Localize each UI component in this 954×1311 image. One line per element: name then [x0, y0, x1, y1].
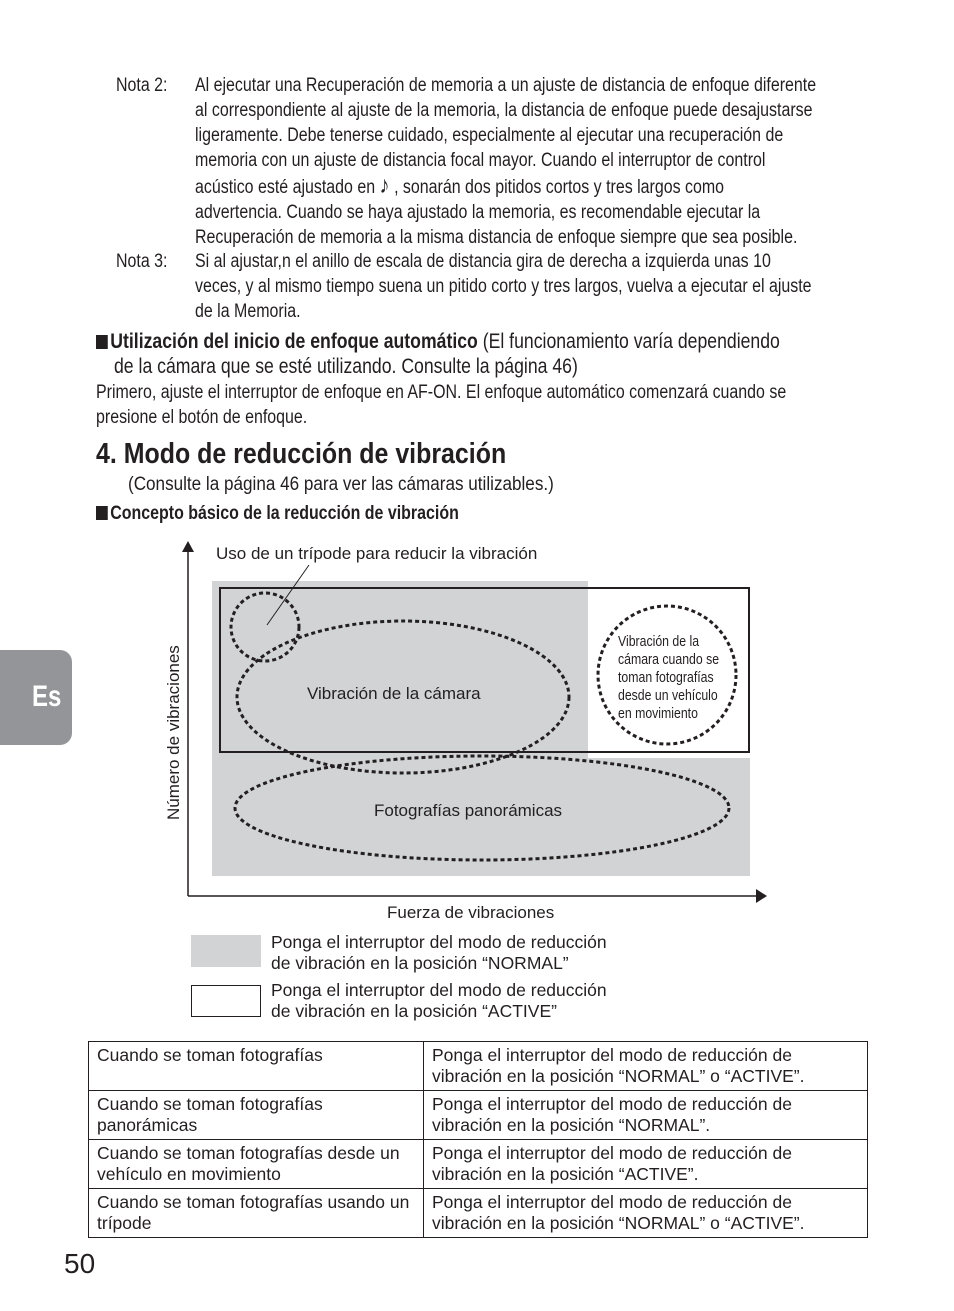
section-heading: 4. Modo de reducción de vibración [96, 438, 507, 470]
x-axis-label: Fuerza de vibraciones [387, 903, 555, 922]
note-2-line-part: acústico esté ajustado en [195, 177, 376, 198]
legend-active-text [271, 980, 607, 1022]
page-number: 50 [64, 1248, 96, 1279]
vehicle-label-line: cámara cuando se [618, 650, 720, 668]
setting-cell: Ponga el interruptor del modo de reducción de vibración en la posición “NORMAL”. [424, 1091, 868, 1140]
vehicle-label-line: toman fotografías [618, 668, 714, 686]
legend-swatch-normal [191, 935, 261, 967]
note-2-line: Recuperación de memoria a la misma distancia de enfoque siempre que sea posible. [195, 227, 798, 248]
legend-line: de vibración en la posición “NORMAL” [271, 953, 569, 973]
af-body-line: presione el botón de enfoque. [96, 407, 308, 428]
situation-cell: Cuando se toman fotografías [89, 1042, 424, 1091]
note-2-line: memoria con un ajuste de distancia focal mayor. Cuando el interruptor de control [195, 150, 766, 171]
table-row [89, 1189, 868, 1238]
vehicle-label [618, 633, 719, 721]
note-2-line-part: , sonarán dos pitidos cortos y tres largos como [394, 177, 725, 198]
note-3-label: Nota 3: [116, 251, 168, 272]
legend-line: Ponga el interruptor del modo de reducción [271, 932, 607, 952]
af-body-line: Primero, ajuste el interruptor de enfoque en AF-ON. El enfoque automático comenzará cuando se [96, 382, 787, 403]
note-2-label: Nota 2: [116, 75, 168, 96]
situation-cell: Cuando se toman fotografías usando un trípode [89, 1189, 424, 1238]
situation-cell: Cuando se toman fotografías desde un vehículo en movimiento [89, 1140, 424, 1189]
setting-cell: Ponga el interruptor del modo de reducción de vibración en la posición “ACTIVE”. [424, 1140, 868, 1189]
panning-label: Fotografías panorámicas [374, 801, 563, 820]
note-2-line: Al ejecutar una Recuperación de memoria a un ajuste de distancia de enfoque diferente [195, 75, 817, 96]
normal-region-top [212, 581, 588, 758]
language-tab-label: Es [32, 680, 62, 713]
af-title-bold: Utilización del inicio de enfoque automático [110, 330, 478, 353]
situation-cell: Cuando se toman fotografías panorámicas [89, 1091, 424, 1140]
note-3-line: veces, y al mismo tiempo suena un pitido corto y tres largos, vuelva a ejecutar el ajuste [195, 276, 812, 297]
note-2-line: ligeramente. Debe tenerse cuidado, especialmente al ejecutar una recuperación de [195, 125, 784, 146]
vehicle-label-line: Vibración de la [618, 632, 700, 650]
vehicle-label-line: desde un vehículo [618, 686, 718, 704]
tripod-label: Uso de un trípode para reducir la vibración [216, 544, 538, 563]
table-row [89, 1140, 868, 1189]
note-2-line: al correspondiente al ajuste de la memoria, la distancia de enfoque puede desajustarse [195, 100, 813, 121]
af-title-rest: (El funcionamiento varía dependiendo [477, 330, 780, 353]
settings-table [88, 1041, 868, 1238]
setting-cell: Ponga el interruptor del modo de reducción de vibración en la posición “NORMAL” o “ACTIVE”. [424, 1189, 868, 1238]
legend-swatch-active [191, 985, 261, 1017]
vehicle-label-line: en movimiento [618, 704, 698, 722]
y-axis-arrow-icon [182, 541, 194, 552]
table-row [89, 1042, 868, 1091]
music-note-icon: ♪ [379, 172, 390, 199]
legend-line: Ponga el interruptor del modo de reducción [271, 980, 607, 1000]
note-3-line: Si al ajustar,n el anillo de escala de distancia gira de derecha a izquierda unas 10 [195, 251, 771, 272]
af-section-title-line2: de la cámara que se esté utilizando. Consulte la página 46) [114, 355, 578, 378]
note-2-line: advertencia. Cuando se haya ajustado la memoria, es recomendable ejecutar la [195, 202, 761, 223]
legend-normal-text [271, 932, 607, 974]
section-subtitle: (Consulte la página 46 para ver las cámaras utilizables.) [128, 474, 554, 495]
setting-cell: Ponga el interruptor del modo de reducción de vibración en la posición “NORMAL” o “ACTIVE”. [424, 1042, 868, 1091]
x-axis-arrow-icon [756, 889, 767, 903]
y-axis-label: Número de vibraciones [164, 645, 183, 820]
camera-vibration-label: Vibración de la cámara [307, 684, 481, 703]
table-row [89, 1091, 868, 1140]
concept-title-text: Concepto básico de la reducción de vibración [110, 503, 459, 524]
legend-line: de vibración en la posición “ACTIVE” [271, 1001, 557, 1021]
note-3-line: de la Memoria. [195, 301, 301, 322]
